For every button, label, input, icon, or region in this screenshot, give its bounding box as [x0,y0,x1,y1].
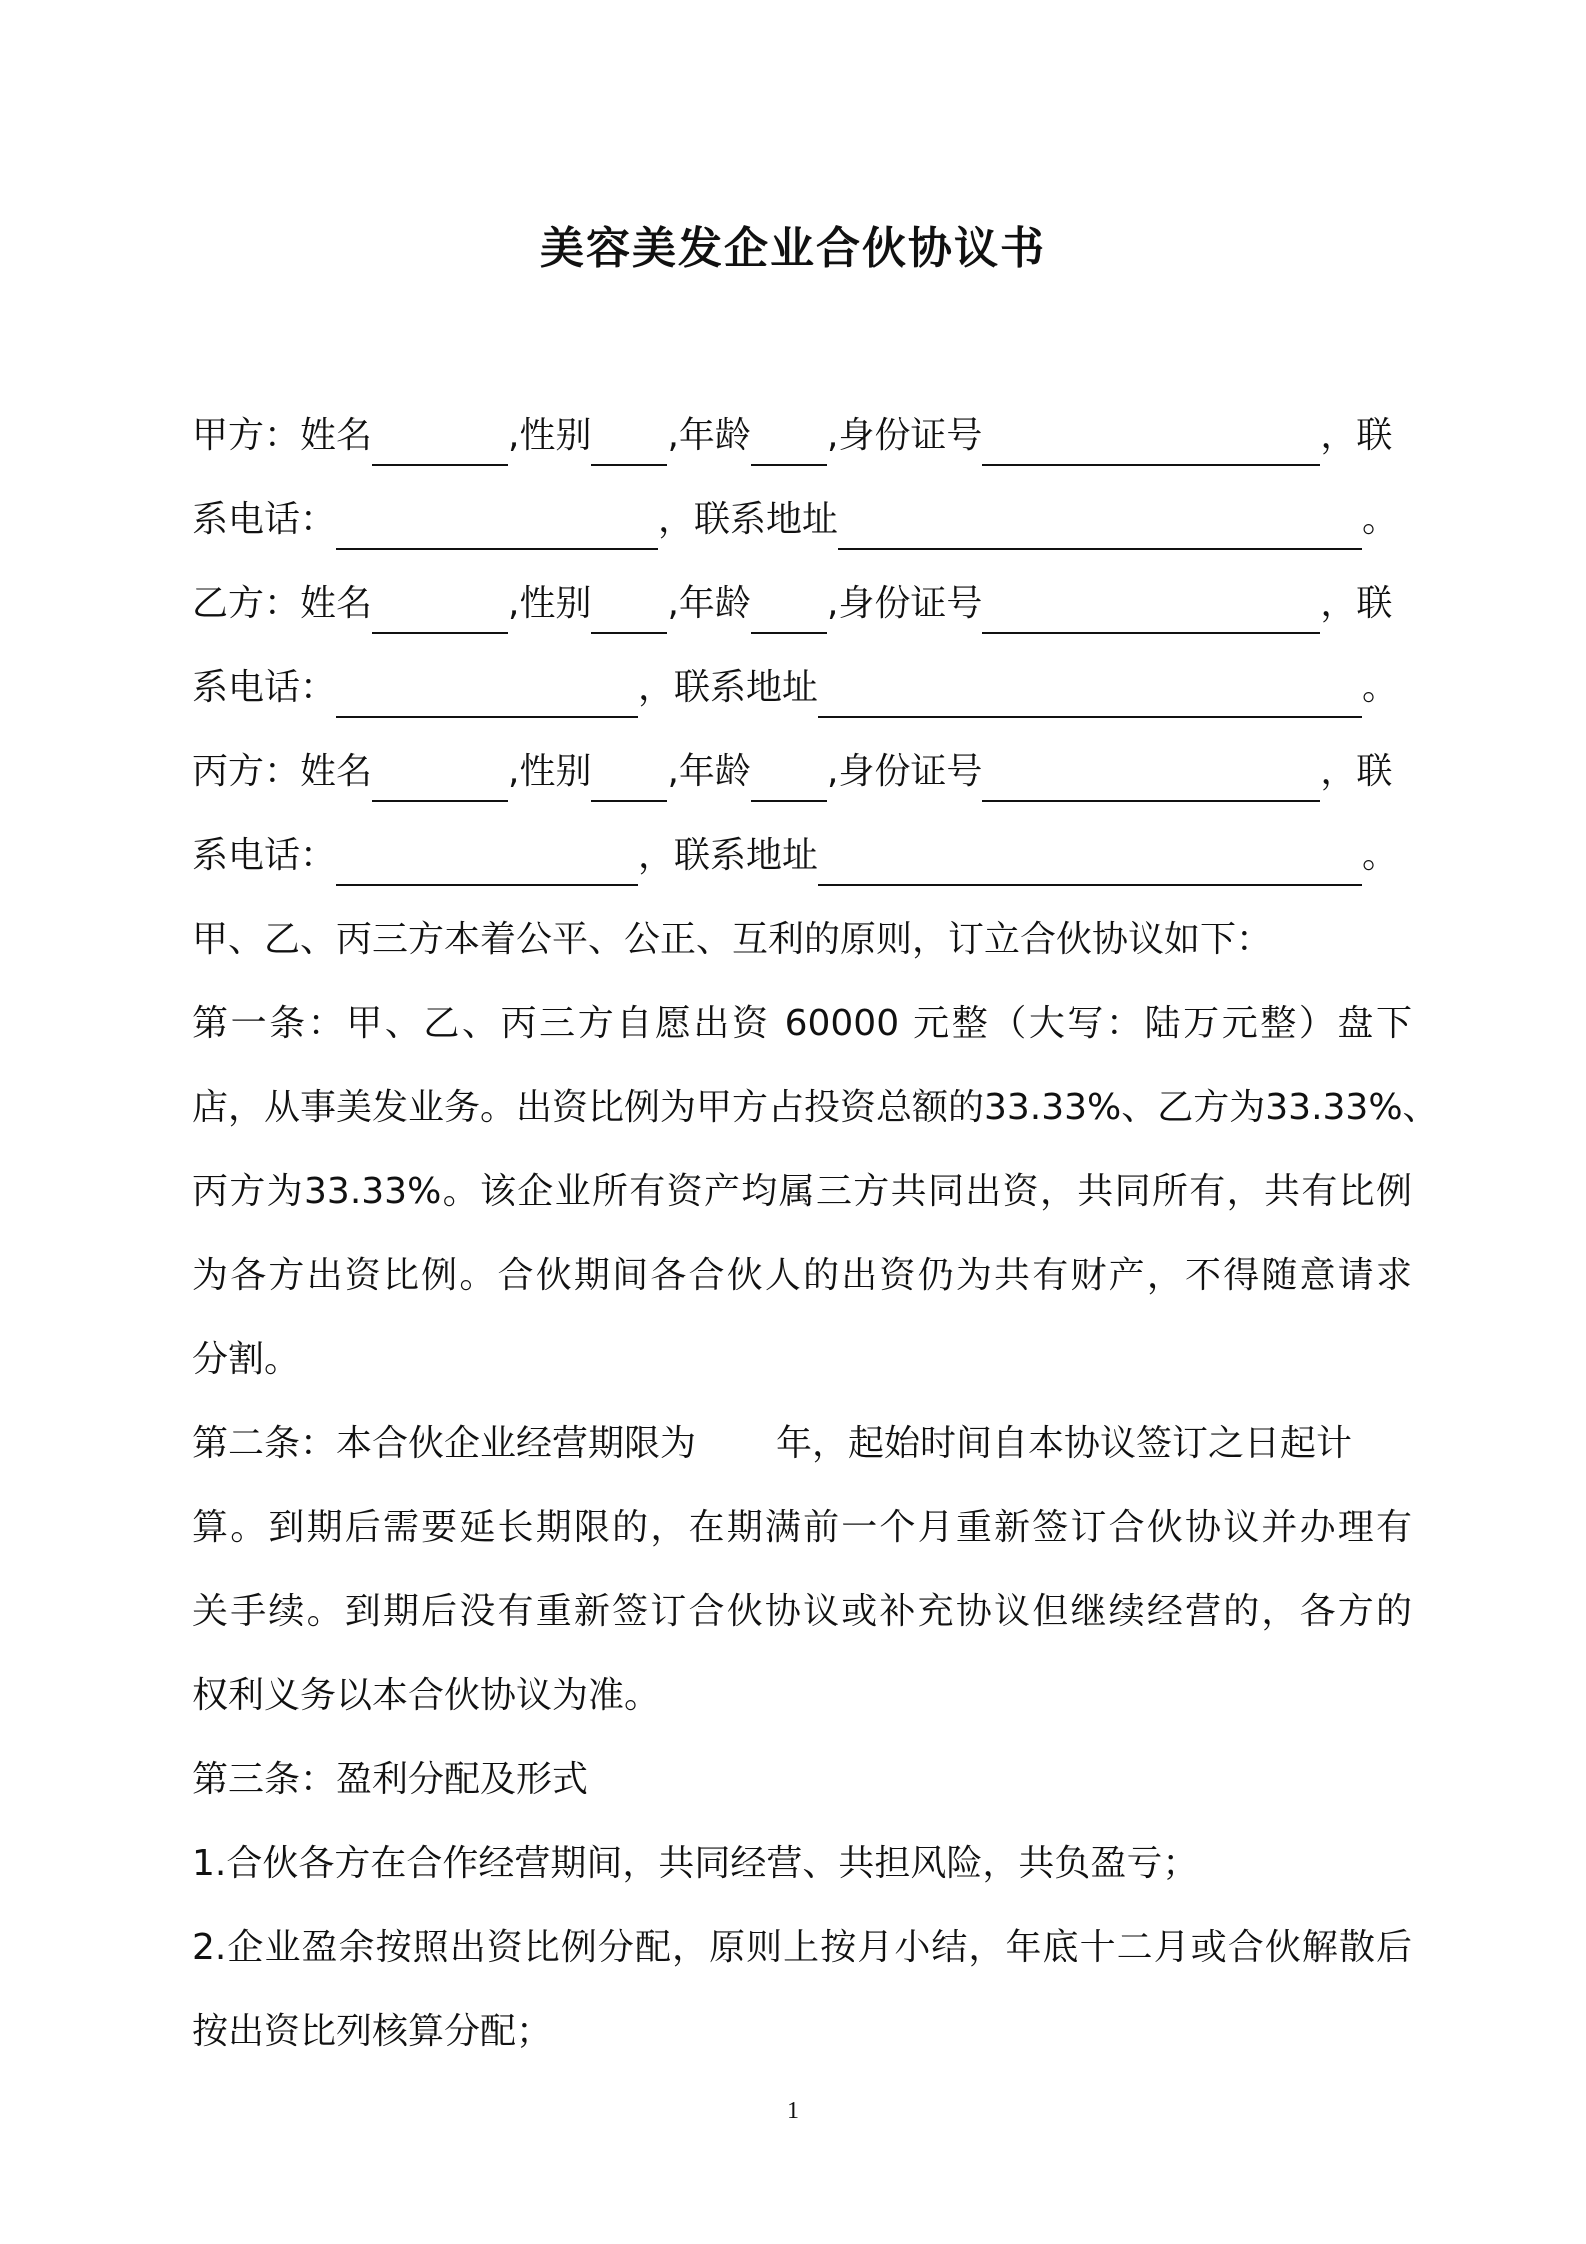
party-label: 丙方： [192,751,301,792]
party-b-line-1 [192,574,1412,634]
name-label: 姓名 [300,751,373,792]
id-label: ,身份证号 [826,583,983,624]
id-label: ,身份证号 [826,751,983,792]
article3-item: 1.合伙各方在合作经营期间，共同经营、共担风险，共负盈亏； [192,1843,1199,1884]
article2-text: 第二条：本合伙企业经营期限为 [192,1423,697,1464]
party-c-line-2 [192,826,1412,886]
party-c-line-1 [192,742,1412,802]
name-label: 姓名 [300,415,373,456]
article1-line: 分割。 [192,1339,301,1380]
id-number-blank[interactable] [982,582,1320,634]
address-label: ，联系地址 [658,499,839,540]
age-blank[interactable] [751,414,827,466]
address-label: ，联系地址 [638,667,819,708]
period: 。 [1362,499,1399,540]
phone-label: 系电话： [192,667,337,708]
period: 。 [1362,667,1399,708]
line-end: ，联 [1320,415,1393,456]
party-label: 甲方： [192,415,301,456]
party-label: 乙方： [192,583,301,624]
article2-line: 关手续。到期后没有重新签订合伙协议或补充协议但继续经营的，各方的 [192,1591,1412,1632]
article1-line: 为各方出资比例。合伙期间各合伙人的出资仍为共有财产，不得随意请求 [192,1255,1412,1296]
address-blank[interactable] [818,666,1362,718]
article1-line: 第一条：甲、乙、丙三方自愿出资 60000 元整（大写：陆万元整）盘下 [192,1003,1412,1044]
phone-label: 系电话： [192,835,337,876]
intro-paragraph: 甲、乙、丙三方本着公平、公正、互利的原则，订立合伙协议如下： [192,919,1273,960]
id-label: ,身份证号 [826,415,983,456]
gender-blank[interactable] [591,582,667,634]
party-b-line-2 [192,658,1412,718]
article3-item: 2.企业盈余按照出资比例分配，原则上按月小结，年底十二月或合伙解散后 [192,1927,1412,1968]
page-number: 1 [787,2098,799,2124]
gender-label: ,性别 [508,751,592,792]
article1-line: 店，从事美发业务。出资比例为甲方占投资总额的33.33%、乙方为33.33%、 [192,1087,1439,1128]
article2-text: 年，起始时间自本协议签订之日起计 [776,1423,1353,1464]
age-label: ,年龄 [667,751,751,792]
age-blank[interactable] [751,582,827,634]
age-blank[interactable] [751,750,827,802]
phone-label: 系电话： [192,499,337,540]
period: 。 [1362,835,1399,876]
party-a-line-1 [192,406,1412,466]
name-blank[interactable] [372,582,508,634]
gender-blank[interactable] [591,414,667,466]
article1-line: 丙方为33.33%。该企业所有资产均属三方共同出资，共同所有，共有比例 [192,1171,1412,1212]
phone-blank[interactable] [336,498,658,550]
id-number-blank[interactable] [982,750,1320,802]
name-label: 姓名 [300,583,373,624]
article3-heading: 第三条：盈利分配及形式 [192,1759,589,1800]
address-label: ，联系地址 [638,835,819,876]
gender-label: ,性别 [508,583,592,624]
age-label: ,年龄 [667,583,751,624]
phone-blank[interactable] [336,666,638,718]
age-label: ,年龄 [667,415,751,456]
address-blank[interactable] [818,834,1362,886]
name-blank[interactable] [372,414,508,466]
gender-blank[interactable] [591,750,667,802]
term-years-blank[interactable] [696,1424,776,1474]
party-a-line-2 [192,490,1412,550]
line-end: ，联 [1320,751,1393,792]
article2-line-1 [192,1414,1412,1474]
phone-blank[interactable] [336,834,638,886]
name-blank[interactable] [372,750,508,802]
address-blank[interactable] [838,498,1362,550]
article2-line: 算。到期后需要延长期限的，在期满前一个月重新签订合伙协议并办理有 [192,1507,1412,1548]
line-end: ，联 [1320,583,1393,624]
id-number-blank[interactable] [982,414,1320,466]
gender-label: ,性别 [508,415,592,456]
article2-line: 权利义务以本合伙协议为准。 [192,1675,661,1716]
document-title: 美容美发企业合伙协议书 [540,223,1046,274]
article3-item: 按出资比列核算分配； [192,2011,553,2052]
